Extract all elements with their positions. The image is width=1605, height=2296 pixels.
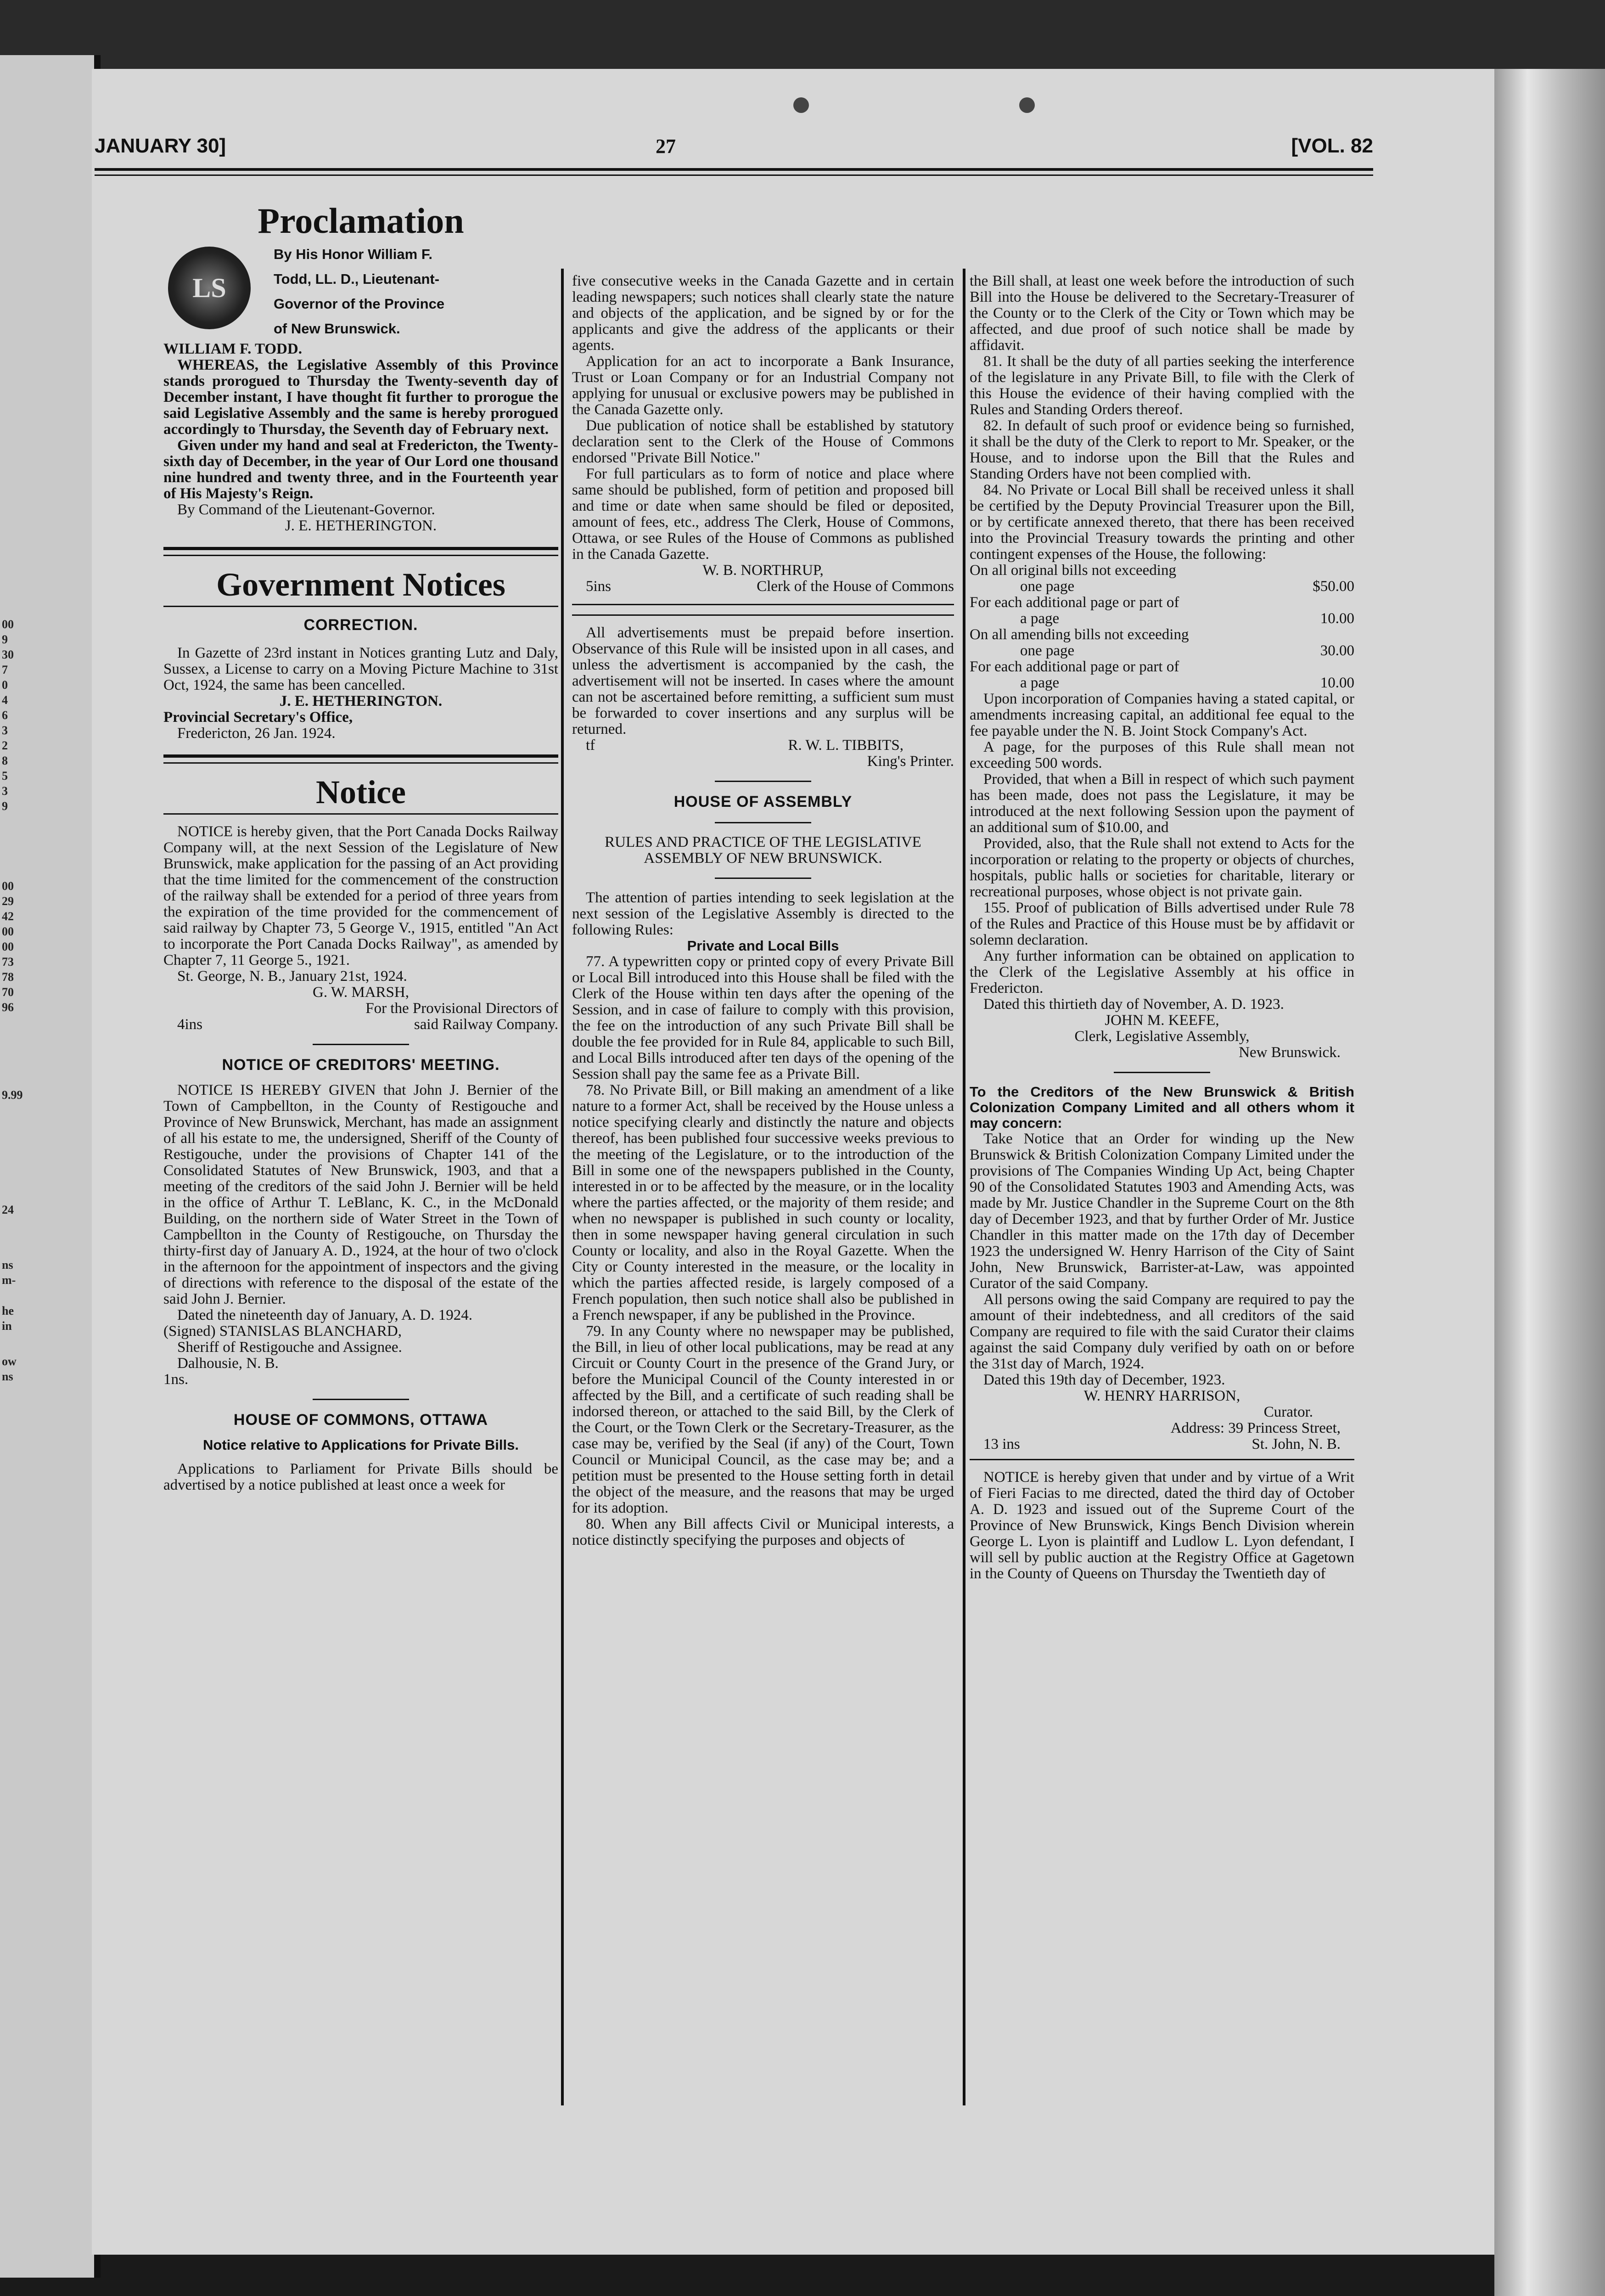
further-information: Any further information can be obtained on application to the Clerk of the Legislative Assembly at his office in Fredericton. bbox=[970, 948, 1354, 996]
colonization-creditors-title: To the Creditors of the New Brunswick & British Colonization Company Limited and all others whom it may concern: bbox=[970, 1084, 1354, 1131]
byline-3: Governor of the Province bbox=[274, 296, 445, 312]
notice-date: St. George, N. B., January 21st, 1924. bbox=[177, 968, 407, 985]
winding-up-notice: Take Notice that an Order for winding up the New Brunswick & British Colonization Company Limited under the provisions of The Companies Winding Up Act, being Chapter 90 of the Consolidated Statutes 1903 and Amending Acts, was made by Mr. Justice Chandler in the Supreme Court on the 8th day of December 1923, and that by further Order of Mr. Justice Chandler in this matter made on the 17th day of December 1923 the undersigned W. Henry Harrison of the City of Saint John, New Brunswick, Barrister-at-Law, was appointed Curator of the said Company. bbox=[970, 1131, 1354, 1292]
fee-label: For each additional page or part of bbox=[970, 658, 1179, 675]
rule-80-continued: the Bill shall, at least one week before the introduction of such Bill into the House be delivered to the Secretary-Treasurer of the County or to the Clerk of the City or Town which may be affected, and due proof of such notice shall be made by affidavit. bbox=[970, 273, 1354, 354]
left-page-fragment: 42 bbox=[2, 910, 14, 923]
section-rule-thin bbox=[163, 813, 558, 815]
separator bbox=[715, 822, 811, 823]
government-notices-title: Government Notices bbox=[216, 566, 505, 603]
notice-signature-3: 4ins said Railway Company. bbox=[177, 1016, 558, 1033]
house-of-assembly-title: HOUSE OF ASSEMBLY bbox=[673, 793, 853, 810]
fee-row: a page 10.00 bbox=[1020, 610, 1354, 627]
separator bbox=[715, 781, 811, 782]
column-divider bbox=[561, 269, 564, 2105]
private-local-bills-title: Private and Local Bills bbox=[687, 938, 839, 954]
left-page-fragment: ns bbox=[2, 1370, 13, 1383]
left-page-fragment: 9.99 bbox=[2, 1088, 23, 1102]
correction-title: CORRECTION. bbox=[303, 616, 418, 634]
column-3 bbox=[970, 273, 1354, 2193]
left-page-fragment: 3 bbox=[2, 724, 8, 737]
rule-82: 82. In default of such proof or evidence being so furnished, it shall be the duty of the Clerk to report to Mr. Speaker, or the House, and to indorse upon the Bill that the Rules and Standing Orders have not been complied with. bbox=[970, 417, 1354, 482]
proclamation-text: WHEREAS, the Legislative Assembly of this Province stands prorogued to Thursday the Twenty-seventh day of December instant, I have thought fit further to prorogue the said Legislative Assembly and the same is hereby prorogued accordingly to Thursday, the Seventh day of February next. bbox=[163, 357, 558, 438]
commons-bank-paragraph: Application for an act to incorporate a Bank Insurance, Trust or Loan Company or for an Industrial Company not applying for unusual or exclusive powers may be published in the Canada Gazette only. bbox=[572, 353, 954, 418]
column-2 bbox=[572, 273, 954, 2193]
fee-row: one page 30.00 bbox=[1020, 642, 1354, 659]
notice-signature: G. W. MARSH, bbox=[313, 984, 409, 1001]
section-rule bbox=[163, 754, 558, 758]
dated-november: Dated this thirtieth day of November, A. D. 1923. bbox=[983, 996, 1284, 1013]
section-rule-thin bbox=[163, 762, 558, 764]
proclamation-given: Given under my hand and seal at Fredericton, the Twenty-sixth day of December, in the year of Our Lord one thousand nine hundred and twenty three, and in the Fourteenth year of His Majesty's Reign. bbox=[163, 437, 558, 502]
left-page-fragment: 00 bbox=[2, 925, 14, 938]
left-page-fragment: 00 bbox=[2, 940, 14, 953]
left-page-fragment: 96 bbox=[2, 1001, 14, 1014]
fee-label: For each additional page or part of bbox=[970, 594, 1179, 611]
proclamation-command: By Command of the Lieutenant-Governor. bbox=[177, 501, 435, 518]
header-rule-thin bbox=[95, 174, 1373, 176]
rule-84: 84. No Private or Local Bill shall be received unless it shall be certified by the Deputy Provincial Treasurer upon the Bill, or by certificate annexed thereto, that there has been received into the Provincial Treasury towards the printing and other contingent expenses of the House, the following: bbox=[970, 482, 1354, 563]
left-page-fragment: 3 bbox=[2, 784, 8, 798]
harrison-signature: W. HENRY HARRISON, bbox=[1083, 1388, 1240, 1404]
left-page-fragment: in bbox=[2, 1319, 12, 1333]
keefe-signature: JOHN M. KEEFE, bbox=[1105, 1012, 1219, 1029]
correction-place: Fredericton, 26 Jan. 1924. bbox=[177, 725, 336, 742]
page-header bbox=[95, 135, 1373, 162]
fee-table bbox=[970, 563, 1354, 691]
binding-hole bbox=[793, 97, 809, 113]
commons-particulars-paragraph: For full particulars as to form of notice and place where same should be published, form of petition and proposed bill and time or date when same should be filed or deposited, amount of fees, etc., address The Clerk, House of Commons, Ottawa, or see Rules of the House of Commons as published in the Canada Gazette. bbox=[572, 466, 954, 563]
byline-1: By His Honor William F. bbox=[274, 246, 432, 262]
left-page-fragment: 70 bbox=[2, 985, 14, 999]
section-rule-thin bbox=[163, 606, 558, 607]
proclamation-title: Proclamation bbox=[258, 201, 464, 241]
dated-december: Dated this 19th day of December, 1923. bbox=[983, 1372, 1225, 1388]
left-page-fragment: m- bbox=[2, 1273, 16, 1287]
fee-label: On all original bills not exceeding bbox=[970, 562, 1176, 579]
left-page-fragment: 00 bbox=[2, 618, 14, 631]
creditors-meeting-text: NOTICE IS HEREBY GIVEN that John J. Bernier of the Town of Campbellton, in the County of Restigouche and Province of New Brunswick, Merchant, has made an assignment of all his estate to me, the undersigned, Sheriff of the County of Restigouche, under the provisions of Chapter 141 of the Consolidated Statutes of New Brunswick, 1903, and that a meeting of the creditors of the said John J. Bernier will be held in the office of Arthur T. LeBlanc, K. C., in the McDonald Building, on the northern side of Water Street in the Town of Campbellton in the County of Restigouche, on Thursday the thirty-first day of January A. D., 1924, at the hour of two o'clock in the afternoon for the appointment of inspectors and the giving of directions with reference to the disposal of the estate of the said John J. Bernier. bbox=[163, 1082, 558, 1307]
separator bbox=[313, 1044, 409, 1045]
proviso-2: Provided, also, that the Rule shall not extend to Acts for the incorporation or relating to the property or objects of churches, hospitals, public halls or societies for charitable, literary or recreational purposes, whose object is not private gain. bbox=[970, 835, 1354, 900]
rule-80: 80. When any Bill affects Civil or Municipal interests, a notice distinctly specifying the purposes and objects of bbox=[572, 1516, 954, 1548]
separator bbox=[715, 878, 811, 879]
left-page-fragment: 29 bbox=[2, 895, 14, 908]
commons-text: Applications to Parliament for Private Bills should be advertised by a notice published at least once a week for bbox=[163, 1461, 558, 1493]
page-number: 27 bbox=[656, 135, 676, 158]
commons-subtitle: Notice relative to Applications for Private Bills. bbox=[203, 1437, 519, 1453]
creditors-signature-3: Dalhousie, N. B. bbox=[177, 1355, 279, 1372]
left-page-fragment: 30 bbox=[2, 648, 14, 661]
rules-title: RULES AND PRACTICE OF THE LEGISLATIVE ASSEMBLY OF NEW BRUNSWICK. bbox=[605, 834, 921, 867]
commons-continued: five consecutive weeks in the Canada Gazette and in certain leading newspapers; such notices shall clearly state the nature and objects of the application, and be signed by or for the applicants and give the address of the applicants or their agents. bbox=[572, 273, 954, 354]
proclamation-signature: J. E. HETHERINGTON. bbox=[285, 518, 437, 534]
left-page-fragment: ns bbox=[2, 1258, 13, 1272]
rule-155: 155. Proof of publication of Bills advertised under Rule 78 of the Rules and Practice of this House must be by affidavit or solemn declaration. bbox=[970, 900, 1354, 948]
keefe-place: New Brunswick. bbox=[1239, 1044, 1341, 1061]
section-rule-thin bbox=[572, 614, 954, 616]
harrison-title: Curator. bbox=[1263, 1404, 1313, 1420]
northrup-signature: W. B. NORTHRUP, bbox=[702, 562, 824, 579]
fee-label: On all amending bills not exceeding bbox=[970, 626, 1189, 643]
page-stack-edge bbox=[1494, 69, 1605, 2296]
section-rule-thin bbox=[572, 604, 954, 605]
column-1 bbox=[163, 200, 558, 2119]
left-page-fragment: 0 bbox=[2, 678, 8, 692]
northrup-title: 5ins Clerk of the House of Commons bbox=[586, 578, 954, 595]
section-rule bbox=[163, 547, 558, 550]
rule-79: 79. In any County where no newspaper may be published, the Bill, in lieu of other local publications, may be read at any Circuit or County Court in the presence of the Grand Jury, or before the Municipal Council of the County interested in or affected by the Bill, and a certificate of such reading shall be indorsed thereon, or attached to the said Bill, by the Clerk of the Court, or the Town Clerk or the Secretary-Treasurer, as the case may be, verified by the Seal (if any) of the Court, Town Council or Municipal Council, as the case may be; and a petition must be presented to the House setting forth in detail the object of the measure, and the reasons that may be urged for its adoption. bbox=[572, 1323, 954, 1516]
proclamation-signer: WILLIAM F. TODD. bbox=[163, 341, 302, 357]
section-rule-thin bbox=[970, 1459, 1354, 1460]
fee-row: one page $50.00 bbox=[1020, 578, 1354, 595]
fieri-facias-notice: NOTICE is hereby given that under and by virtue of a Writ of Fieri Facias to me directed, dated the third day of October A. D. 1923 and issued out of the Supreme Court of the Province of New Brunswick, Kings Bench Division wherein George L. Lyon is plaintiff and Ludlow L. Lyon defendant, I will sell by public auction at the Registry Office at Gagetown in the County of Queens on Thursday the Twentieth day of bbox=[970, 1469, 1354, 1582]
correction-signature: J. E. HETHERINGTON. bbox=[279, 693, 443, 709]
left-page-fragment: ow bbox=[2, 1355, 17, 1368]
creditors-ins: 1ns. bbox=[163, 1371, 189, 1388]
left-page-fragment: 5 bbox=[2, 769, 8, 782]
keefe-title: Clerk, Legislative Assembly, bbox=[1074, 1028, 1250, 1045]
creditors-signature-2: Sheriff of Restigouche and Assignee. bbox=[177, 1339, 402, 1356]
left-page-fragment: 4 bbox=[2, 693, 8, 707]
creditors-meeting-dated: Dated the nineteenth day of January, A. D. 1924. bbox=[177, 1307, 473, 1323]
advertisements-paragraph: All advertisements must be prepaid before insertion. Observance of this Rule will be insisted upon in all cases, and unless the advertisment is accompanied by the cash, the advertisement will not be inserted. In cases where the amount can not be ascertained before remitting, a sufficient sum must be forwarded to cover insertions and any surplus will be returned. bbox=[572, 625, 954, 737]
incorporation-paragraph: Upon incorporation of Companies having a stated capital, or amendments increasing capital, an additional fee equal to the fee payable under the N. B. Joint Stock Company's Act. bbox=[970, 691, 1354, 739]
left-page-fragment: 73 bbox=[2, 955, 14, 968]
correction-text: In Gazette of 23rd instant in Notices granting Lutz and Daly, Sussex, a License to carry on a Moving Picture Machine to 31st Oct, 1924, the same has been cancelled. bbox=[163, 645, 558, 693]
adjacent-page-edge bbox=[0, 55, 101, 2278]
harrison-city: 13 ins St. John, N. B. bbox=[983, 1436, 1341, 1452]
correction-office: Provincial Secretary's Office, bbox=[163, 709, 353, 726]
rule-81: 81. It shall be the duty of all parties seeking the interference of the legislature in any Private Bill, to file with the Clerk of this House the evidence of their having complied with the Rules and Standing Orders thereof. bbox=[970, 353, 1354, 418]
left-page-fragment: 00 bbox=[2, 879, 14, 893]
commons-title: HOUSE OF COMMONS, OTTAWA bbox=[233, 1411, 488, 1429]
scan-background bbox=[0, 0, 1605, 69]
left-page-fragment: he bbox=[2, 1304, 14, 1317]
creditors-meeting-title: NOTICE OF CREDITORS' MEETING. bbox=[222, 1056, 500, 1074]
separator bbox=[313, 1399, 409, 1400]
tibbits-title: King's Printer. bbox=[867, 753, 954, 770]
left-page-fragment: 78 bbox=[2, 970, 14, 984]
binding-hole bbox=[1019, 97, 1035, 113]
column-divider bbox=[963, 269, 965, 2105]
notice-text: NOTICE is hereby given, that the Port Canada Docks Railway Company will, at the next Session of the Legislature of New Brunswick, make application for the passing of an Act providing that the time limited for the commencement of the construction of the railway shall be extended for a period of three years from the expiration of the time provided for the commencement of said railway by Chapter 73, 5 George V., 1915, entitled "An Act to incorporate the Port Canada Docks Railway", as amended by Chapter 7, 11 George 5., 1921. bbox=[163, 823, 558, 968]
header-volume: [VOL. 82 bbox=[1291, 135, 1373, 157]
notice-title: Notice bbox=[316, 774, 406, 810]
left-page-fragment: 24 bbox=[2, 1203, 14, 1216]
left-page-fragment: 9 bbox=[2, 799, 8, 813]
separator bbox=[1114, 1072, 1210, 1073]
rule-78: 78. No Private Bill, or Bill making an amendment of a like nature to a former Act, shall be received by the House unless a notice specifying clearly and distinctly the nature and objects thereof, has been published four successive weeks previous to the meeting of the Legislature, or to the introduction of the Bill in some one of the newspapers published in the County, interested in or to be affected by the measure, or in the locality where the parties affected, or the majority of them reside; and when no newspaper is published in such county or locality, then in some newspaper having general circulation in such County or locality, and also in the Royal Gazette. When the City or County interested in the measure, or the locality in which the parties affected reside, is largely composed of a French population, then such notice shall also be published in a French newspaper, if any be published in the Province. bbox=[572, 1082, 954, 1323]
commons-publication-paragraph: Due publication of notice shall be established by statutory declaration sent to the Clerk of the House of Commons endorsed "Private Bill Notice." bbox=[572, 417, 954, 466]
seal-icon: LS bbox=[168, 247, 251, 329]
byline-2: Todd, LL. D., Lieutenant- bbox=[274, 271, 440, 287]
left-page-fragment: 7 bbox=[2, 663, 8, 676]
left-page-fragment: 8 bbox=[2, 754, 8, 767]
rules-intro: The attention of parties intending to seek legislation at the next session of the Legislative Assembly is directed to the following Rules: bbox=[572, 889, 954, 938]
harrison-address: Address: 39 Princess Street, bbox=[1170, 1420, 1341, 1436]
left-page-fragment: 6 bbox=[2, 709, 8, 722]
notice-signature-2: For the Provisional Directors of bbox=[365, 1000, 558, 1017]
section-rule-thin bbox=[163, 555, 558, 556]
proviso-1: Provided, that when a Bill in respect of which such payment has been made, does not pass the Legislature, it may be introduced at the next following Session upon the payment of an additional sum of $10.00, and bbox=[970, 771, 1354, 836]
left-page-fragment: 2 bbox=[2, 739, 8, 752]
creditors-claims: All persons owing the said Company are required to pay the amount of their indebtedness, and all creditors of the said Company are required to file with the said Curator their claims against the said Company duly verified by oath on or before the 31st day of March, 1924. bbox=[970, 1291, 1354, 1372]
left-page-fragment: 9 bbox=[2, 633, 8, 646]
header-rule bbox=[95, 168, 1373, 171]
tibbits-signature: tf R. W. L. TIBBITS, bbox=[586, 737, 904, 754]
header-date: JANUARY 30] bbox=[95, 135, 226, 157]
creditors-signature: (Signed) STANISLAS BLANCHARD, bbox=[163, 1323, 402, 1339]
byline-4: of New Brunswick. bbox=[274, 321, 400, 337]
fee-row: a page 10.00 bbox=[1020, 675, 1354, 691]
rule-77: 77. A typewritten copy or printed copy of every Private Bill or Local Bill introduced into this House shall be filed with the Clerk of the House within ten days after the opening of the Session, and in case of failure to comply with this provision, the fee on the introduction of any such Private Bill shall be double the fee provided for in Rule 84, applicable to such Bill, and Local Bills introduced after ten days of the opening of the Session shall pay the same fee as a Private Bill. bbox=[572, 953, 954, 1082]
page-definition: A page, for the purposes of this Rule shall mean not exceeding 500 words. bbox=[970, 739, 1354, 771]
